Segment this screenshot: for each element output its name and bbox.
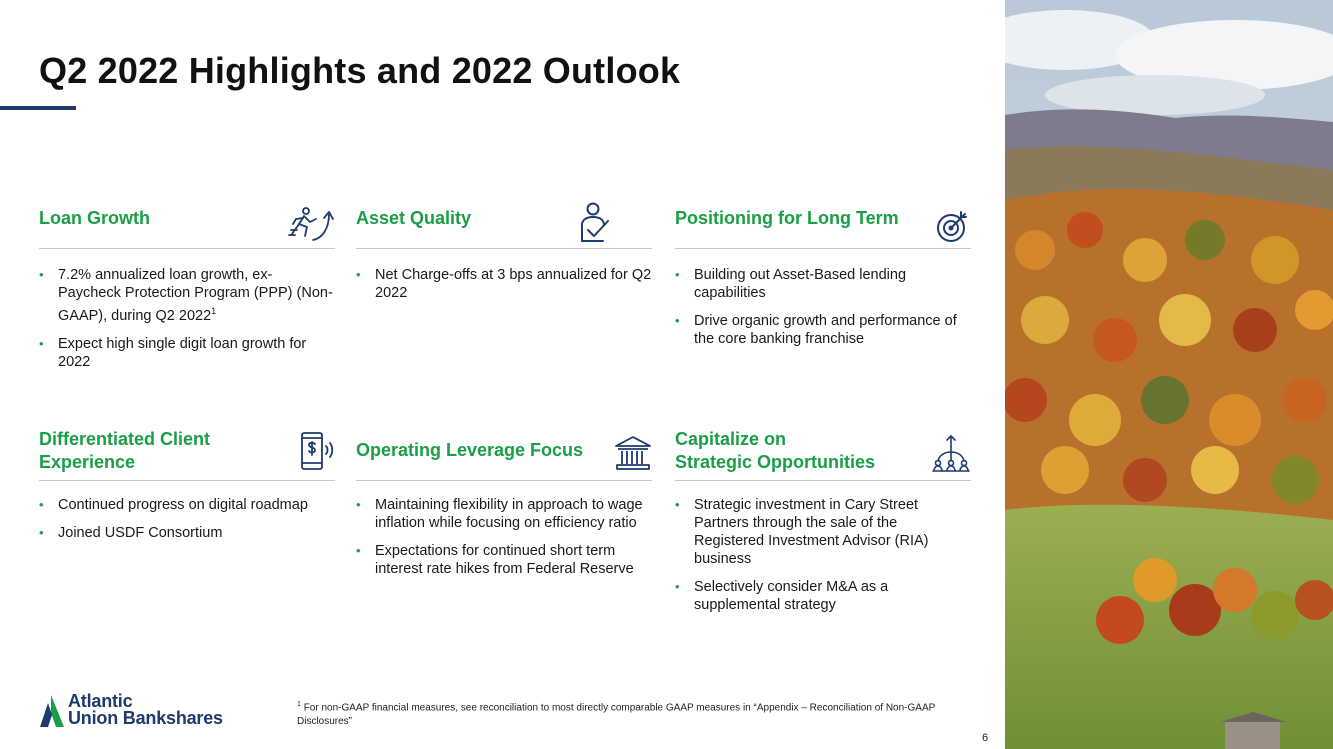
card-title: Operating Leverage Focus (356, 440, 584, 460)
card-header (675, 428, 971, 481)
list-item: • Strategic investment in Cary Street Partners through the sale of the Registered Investment Advisor (RIA) business (675, 496, 971, 568)
title-underline (0, 106, 76, 110)
list-item: • Drive organic growth and performance of the core banking franchise (675, 312, 971, 348)
card-title: Differentiated Client Experience (39, 429, 211, 472)
card-asset-quality (356, 200, 652, 312)
card-title: Loan Growth (39, 208, 150, 228)
target-icon (935, 208, 971, 244)
card-header (675, 200, 971, 249)
card-capitalize-strategic-opportunities (675, 428, 971, 624)
list-item: • Joined USDF Consortium (39, 524, 335, 542)
running-arrow-icon (287, 204, 335, 244)
logo-text: Atlantic Union Bankshares (68, 691, 223, 728)
bullet-list (39, 266, 335, 371)
person-checkmark-icon (576, 201, 614, 245)
card-title: Capitalize on Strategic Opportunities (675, 429, 876, 472)
card-header (356, 200, 652, 249)
company-logo (38, 692, 268, 732)
list-item: • Continued progress on digital roadmap (39, 496, 335, 514)
card-positioning-long-term (675, 200, 971, 358)
card-header (39, 200, 335, 249)
page-number: 6 (982, 732, 989, 744)
footnote: $^1$ For non-GAAP financial measures, see reconciliation to most directly comparable GAAP measures in “Appendix – Reconciliation of Non-GAAP Disclosures” (297, 701, 936, 728)
bullet-list (356, 496, 652, 578)
mobile-dollar-icon (299, 431, 335, 471)
card-title: Positioning for Long Term (675, 208, 899, 228)
people-network-icon (931, 433, 971, 473)
bullet-list (356, 266, 652, 302)
card-title: Asset Quality (356, 208, 472, 228)
landscape-photo (1005, 0, 1333, 749)
page-title: Q2 2022 Highlights and 2022 Outlook (39, 50, 681, 91)
list-item: • Maintaining flexibility in approach to wage inflation while focusing on efficiency ratio (356, 496, 652, 532)
bank-building-icon (614, 434, 652, 472)
card-differentiated-client-experience (39, 428, 335, 552)
card-loan-growth (39, 200, 335, 381)
card-header (39, 428, 335, 481)
list-item: • Selectively consider M&A as a supplemental strategy (675, 578, 971, 614)
list-item: • Net Charge-offs at 3 bps annualized for Q2 2022 (356, 266, 652, 302)
bullet-list (675, 266, 971, 348)
bullet-list (39, 496, 335, 542)
card-header (356, 428, 652, 481)
bullet-list (675, 496, 971, 614)
logo-mark-icon (38, 693, 66, 729)
list-item: • Expect high single digit loan growth for 2022 (39, 335, 335, 371)
autumn-landscape-image (1005, 0, 1333, 749)
list-item: • 7.2% annualized loan growth, ex-Paycheck Protection Program (PPP) (Non-GAAP), during Q2 2022$^1$ (39, 266, 335, 325)
list-item: • Expectations for continued short term interest rate hikes from Federal Reserve (356, 542, 652, 578)
card-operating-leverage-focus (356, 428, 652, 588)
list-item: • Building out Asset-Based lending capabilities (675, 266, 971, 302)
